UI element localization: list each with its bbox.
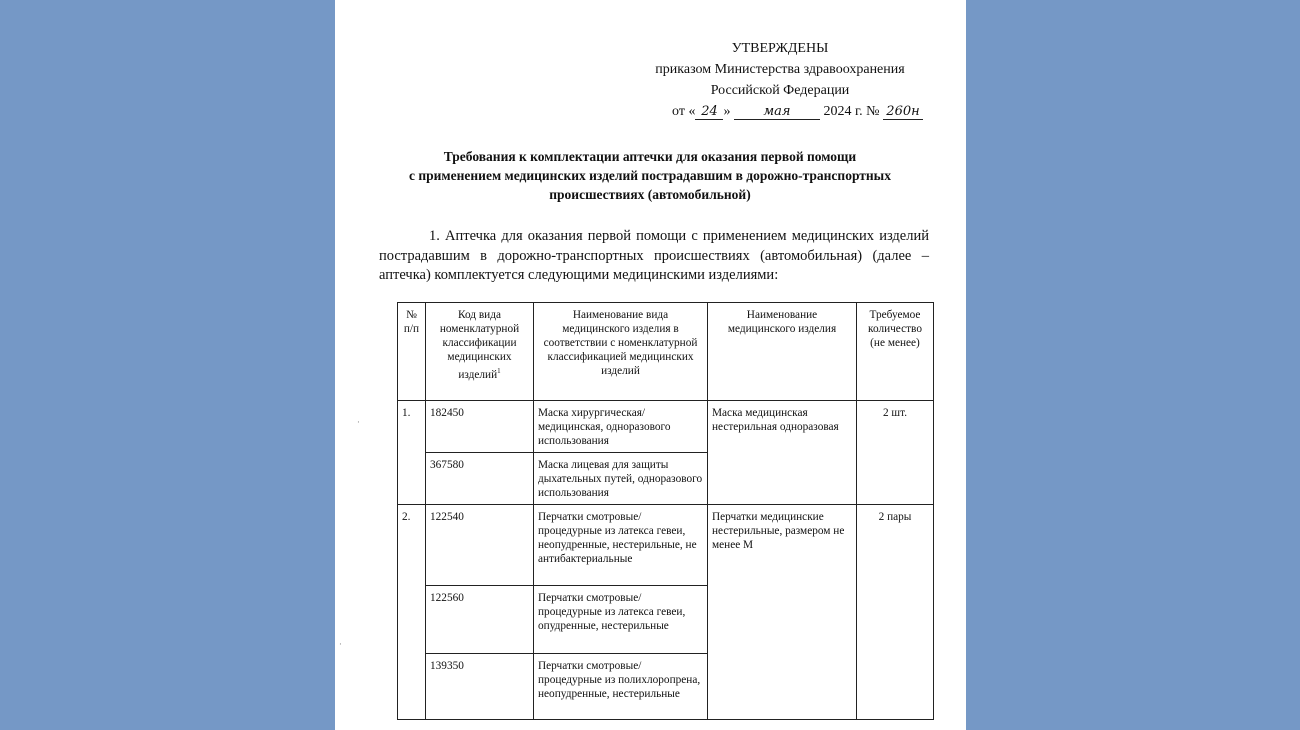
approval-line-2: Российской Федерации bbox=[710, 83, 850, 98]
title-line-1: Требования к комплектации аптечки для оказания первой помощи bbox=[443, 149, 857, 164]
intro-paragraph: 1. Аптечка для оказания первой помощи с применением медицинских изделий пострадавшим в дорожно-транспортных происшествиях (автомобильная) (далее – аптечка) комплектуется следующими медицинскими изделиями: bbox=[379, 228, 929, 283]
items-table bbox=[397, 302, 934, 720]
header-code-footnote: 1 bbox=[497, 367, 501, 375]
handwritten-month: мая bbox=[734, 105, 820, 120]
table-header-row bbox=[398, 303, 934, 401]
header-qty: Требуемое количество (не менее) bbox=[857, 303, 934, 401]
document-page bbox=[335, 0, 966, 730]
row-2-num: 2. bbox=[398, 505, 426, 720]
approval-heading: УТВЕРЖДЕНЫ bbox=[731, 41, 829, 56]
scan-speck: · bbox=[357, 418, 360, 428]
row-1-sub-1-type-name: Маска хирургическая/ медицинская, одноразового использования bbox=[534, 401, 708, 453]
row-2-item-name: Перчатки медицинские нестерильные, размером не менее М bbox=[708, 505, 857, 720]
row-1-sub-2-type-name: Маска лицевая для защиты дыхательных путей, одноразового использования bbox=[534, 453, 708, 505]
row-2-sub-3-code: 139350 bbox=[426, 654, 534, 720]
header-code bbox=[426, 303, 534, 401]
header-num: № п/п bbox=[398, 303, 426, 401]
approval-date-line bbox=[635, 101, 925, 122]
title-line-2: с применением медицинских изделий пострадавшим в дорожно-транспортных bbox=[409, 168, 891, 183]
row-1-num: 1. bbox=[398, 401, 426, 505]
approval-stamp bbox=[635, 38, 925, 122]
table-row bbox=[398, 505, 934, 586]
row-1-sub-2-code: 367580 bbox=[426, 453, 534, 505]
row-1-item-name: Маска медицинская нестерильная одноразовая bbox=[708, 401, 857, 505]
header-item-name: Наименование медицинского изделия bbox=[708, 303, 857, 401]
document-title bbox=[375, 147, 925, 204]
row-2-sub-2-type-name: Перчатки смотровые/ процедурные из латекса гевеи, опудренные, нестерильные bbox=[534, 586, 708, 654]
row-1-qty: 2 шт. bbox=[857, 401, 934, 505]
row-2-qty: 2 пары bbox=[857, 505, 934, 720]
scan-speck: · bbox=[339, 640, 342, 650]
row-2-sub-3-type-name: Перчатки смотровые/ процедурные из полихлоропрена, неопудренные, нестерильные bbox=[534, 654, 708, 720]
handwritten-day: 24 bbox=[695, 105, 723, 120]
row-2-sub-1-type-name: Перчатки смотровые/ процедурные из латекса гевеи, неопудренные, нестерильные, не антибактериальные bbox=[534, 505, 708, 586]
header-code-text: Код вида номенклатурной классификации медицинских изделий bbox=[439, 309, 520, 381]
approval-line-1: приказом Министерства здравоохранения bbox=[655, 62, 905, 77]
table-row bbox=[398, 401, 934, 453]
year-text: 2024 г. № bbox=[823, 104, 880, 119]
date-prefix: от « bbox=[672, 104, 696, 119]
row-2-sub-1-code: 122540 bbox=[426, 505, 534, 586]
header-type-name: Наименование вида медицинского изделия в соответствии с номенклатурной классификацией медицинских изделий bbox=[534, 303, 708, 401]
row-2-sub-2-code: 122560 bbox=[426, 586, 534, 654]
row-1-sub-1-code: 182450 bbox=[426, 401, 534, 453]
title-line-3: происшествиях (автомобильной) bbox=[549, 187, 751, 202]
date-mid: » bbox=[723, 104, 731, 119]
handwritten-order-number: 260н bbox=[883, 105, 923, 120]
